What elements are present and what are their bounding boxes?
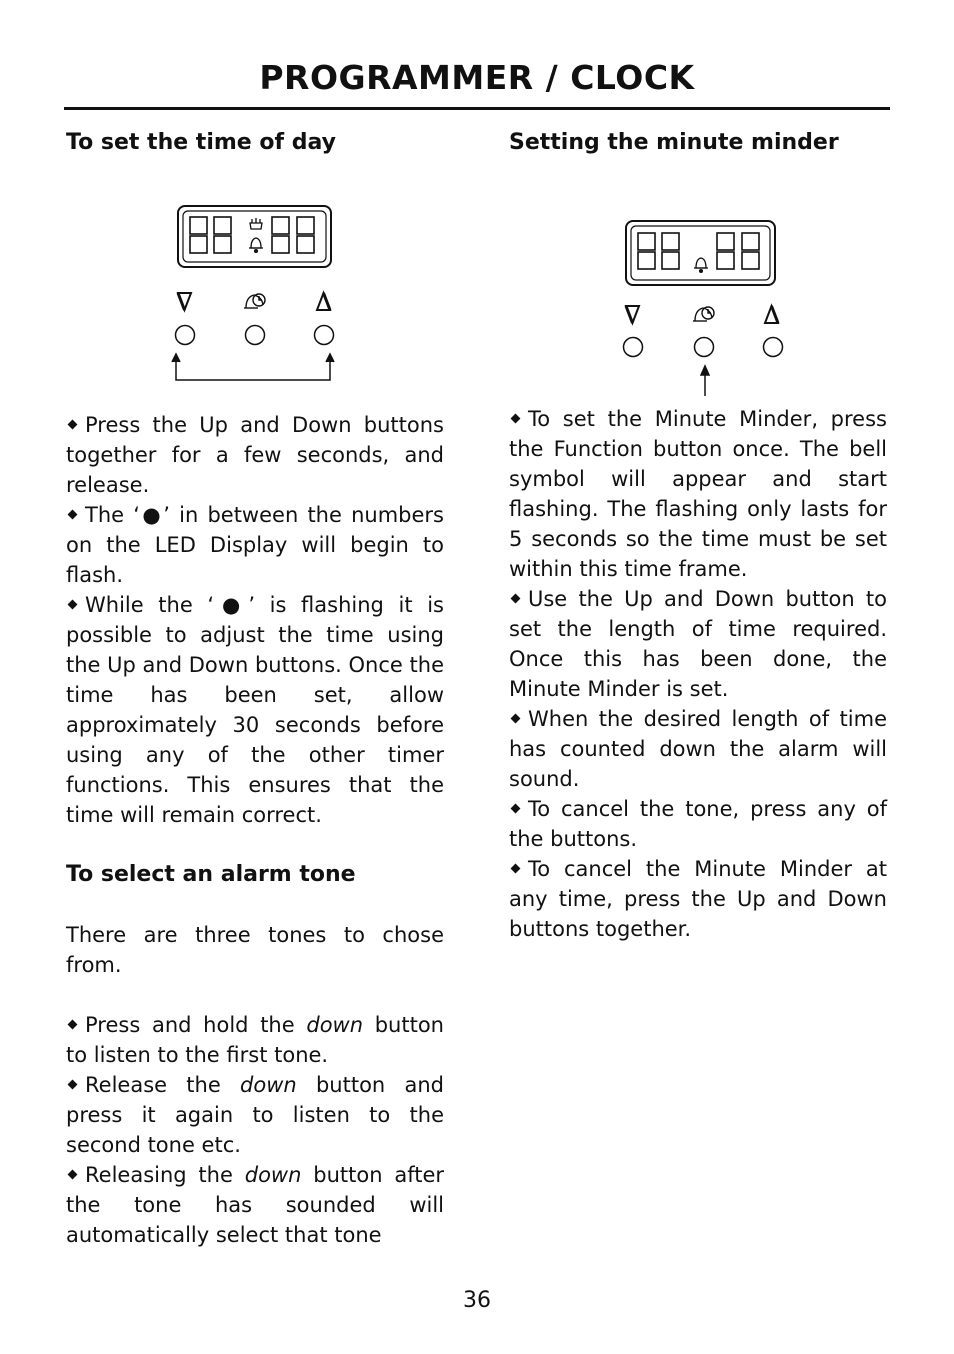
diamond-bullet-icon bbox=[68, 1080, 78, 1090]
diamond-bullet-icon bbox=[68, 600, 78, 610]
bullet-hold-down: Press and hold the down button to listen to the first tone. bbox=[66, 1013, 444, 1067]
diagram-minute-minder bbox=[509, 160, 887, 398]
bullet-set-length: Use the Up and Down button to set the length of time required. Once this has been done, the Minute Minder is set. bbox=[509, 587, 887, 701]
page-number: 36 bbox=[463, 1288, 491, 1313]
diamond-bullet-icon bbox=[68, 420, 78, 430]
diagram-set-time bbox=[66, 160, 444, 392]
bullet-dot-flash: The ‘●’ in between the numbers on the LED Display will begin to flash. bbox=[66, 503, 444, 587]
bell-clock-icon bbox=[244, 294, 265, 308]
heading-alarm-tone: To select an alarm tone bbox=[66, 862, 356, 887]
bullet-press-up-down: Press the Up and Down buttons together for a few seconds, and release. bbox=[66, 413, 444, 497]
bell-icon bbox=[249, 238, 263, 252]
diamond-bullet-icon bbox=[68, 1020, 78, 1030]
function-arrow bbox=[701, 366, 709, 396]
down-triangle-icon bbox=[626, 306, 639, 323]
function-button[interactable] bbox=[695, 338, 714, 357]
pot-icon bbox=[250, 218, 262, 229]
bell-icon bbox=[694, 258, 708, 272]
diamond-bullet-icon bbox=[511, 714, 521, 724]
down-button[interactable] bbox=[624, 338, 643, 357]
function-button[interactable] bbox=[246, 326, 265, 345]
bullet-set-minder: To set the Minute Minder, press the Function button once. The bell symbol will appear and start flashing. The flashing only lasts for 5 seconds so the time must be set within this time frame. bbox=[509, 407, 887, 581]
up-button[interactable] bbox=[764, 338, 783, 357]
tones-intro: There are three tones to chose from. bbox=[66, 923, 444, 977]
bullet-adjust-time: While the ‘●’ is flashing it is possible to adjust the time using the Up and Down buttons. Once the time has been set, allow approximately 30 seconds before using any of the other timer functions. This ensures that the time will remain correct. bbox=[66, 593, 444, 827]
diamond-bullet-icon bbox=[511, 414, 521, 424]
diamond-bullet-icon bbox=[68, 510, 78, 520]
bullet-cancel-tone: To cancel the tone, press any of the buttons. bbox=[509, 797, 887, 851]
diamond-bullet-icon bbox=[511, 594, 521, 604]
down-button[interactable] bbox=[176, 326, 195, 345]
left-column bbox=[66, 128, 444, 1250]
up-triangle-icon bbox=[765, 306, 778, 323]
title-rule bbox=[64, 107, 890, 110]
heading-minute-minder: Setting the minute minder bbox=[509, 130, 839, 155]
bracket-arrow bbox=[172, 354, 334, 380]
down-triangle-icon bbox=[178, 293, 191, 310]
right-column bbox=[509, 128, 887, 944]
page-title: PROGRAMMER / CLOCK bbox=[259, 58, 695, 97]
bell-clock-icon bbox=[693, 307, 714, 321]
bullet-release-down: Release the down button and press it again to listen to the second tone etc. bbox=[66, 1073, 444, 1157]
diamond-bullet-icon bbox=[511, 804, 521, 814]
bullet-alarm-sound: When the desired length of time has counted down the alarm will sound. bbox=[509, 707, 887, 791]
diamond-bullet-icon bbox=[511, 864, 521, 874]
heading-set-time: To set the time of day bbox=[66, 130, 336, 155]
bullet-select-tone: Releasing the down button after the tone has sounded will automatically select that tone bbox=[66, 1163, 445, 1247]
diamond-bullet-icon bbox=[68, 1170, 78, 1180]
up-button[interactable] bbox=[315, 326, 334, 345]
led-display bbox=[626, 221, 775, 285]
led-display bbox=[178, 206, 331, 267]
bullet-cancel-minder: To cancel the Minute Minder at any time, press the Up and Down buttons together. bbox=[509, 857, 887, 941]
up-triangle-icon bbox=[317, 293, 330, 310]
